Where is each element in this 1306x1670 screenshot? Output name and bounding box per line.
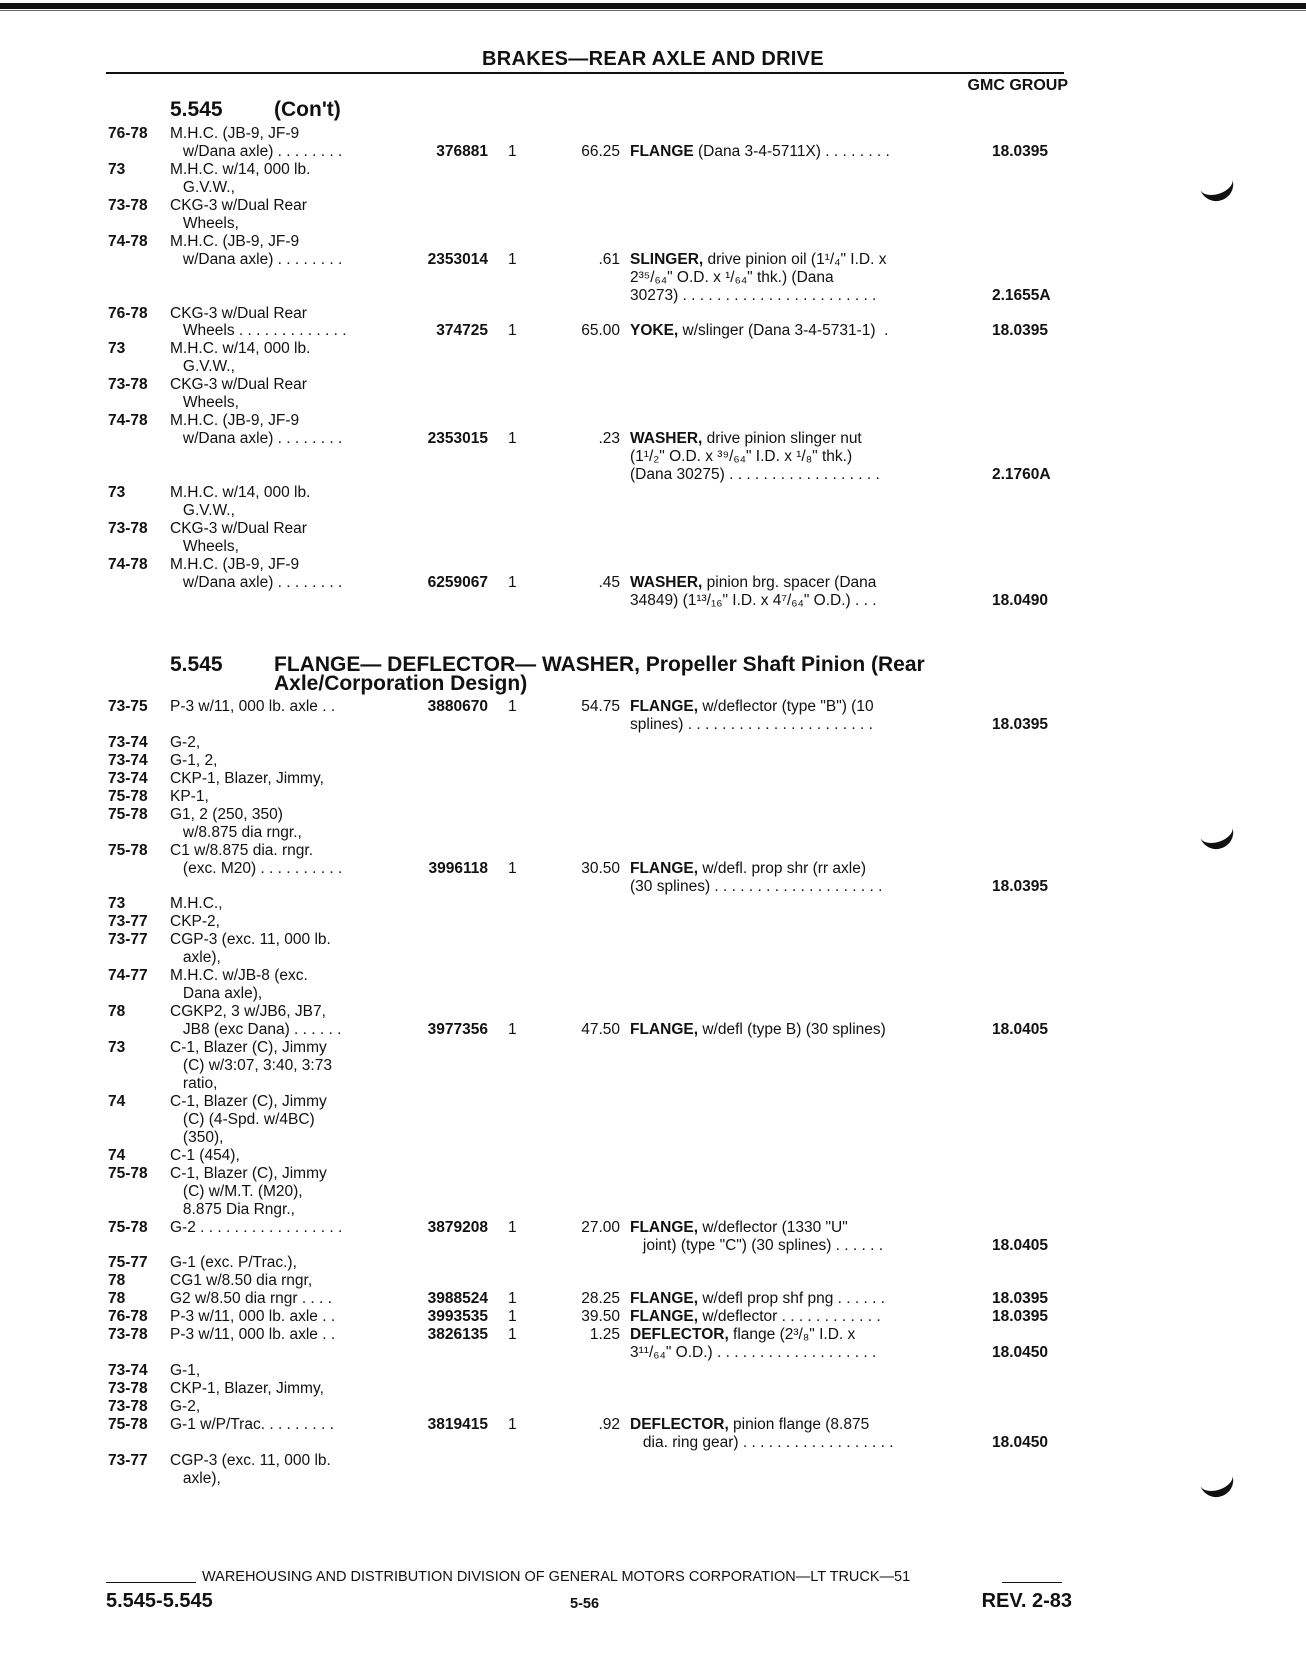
application: M.H.C. (JB-9, JF-9	[170, 125, 300, 142]
quantity: 1	[508, 1290, 517, 1308]
quantity: 1	[508, 322, 517, 340]
table-row	[0, 537, 1306, 556]
table-row	[0, 1451, 1306, 1470]
table-row	[0, 805, 1306, 824]
price: 39.50	[581, 1308, 620, 1326]
top-border-thin	[0, 10, 1306, 11]
title-rule	[106, 72, 1064, 74]
part-detail: (Dana 3-4-5711X) . . . . . . . .	[693, 142, 890, 160]
group-number: 18.0450	[992, 1344, 1049, 1362]
group-number: 18.0395	[992, 877, 1049, 895]
application: G-2,	[170, 1398, 201, 1416]
table-row	[0, 196, 1306, 215]
table-row	[0, 1056, 1306, 1075]
description	[630, 1433, 894, 1452]
table-row	[0, 1146, 1306, 1165]
table-row	[0, 1164, 1306, 1183]
table-row	[0, 555, 1306, 574]
model-years: 75-77	[108, 1254, 148, 1272]
part-detail: w/deflector . . . . . . . . . . . .	[698, 1308, 881, 1326]
application: G-1 (exc. P/Trac.),	[170, 1254, 297, 1272]
group-number: 18.0395	[992, 322, 1049, 340]
table-row	[0, 1218, 1306, 1237]
part-detail: 30273) . . . . . . . . . . . . . . . . . . . . . . .	[630, 286, 877, 304]
model-years: 73-78	[108, 1326, 148, 1344]
application: CG1 w/8.50 dia rngr,	[170, 1272, 313, 1290]
application: CGKP2, 3 w/JB6, JB7,	[170, 1003, 326, 1021]
model-years: 74	[108, 1092, 126, 1110]
group-number: 2.1760A	[992, 466, 1051, 484]
table-row	[0, 787, 1306, 806]
application: G.V.W.,	[170, 501, 235, 519]
table-row	[0, 1289, 1306, 1308]
application: G-1 w/P/Trac. . . . . . . . .	[170, 1416, 334, 1433]
section-title: (Con't)	[274, 98, 341, 121]
application: axle),	[170, 1469, 221, 1487]
price: 1.25	[589, 1326, 620, 1344]
group-number: 18.0395	[992, 1290, 1049, 1308]
table-row	[0, 178, 1306, 197]
table-row	[0, 321, 1306, 340]
description	[630, 429, 862, 448]
table-row	[0, 1236, 1306, 1255]
table-row	[0, 1433, 1306, 1452]
description	[630, 591, 877, 610]
application: C-1 (454),	[170, 1146, 240, 1164]
quantity: 1	[508, 1021, 517, 1039]
table-row	[0, 1182, 1306, 1201]
group-number: 18.0395	[992, 715, 1049, 733]
application: M.H.C.,	[170, 895, 223, 913]
model-years: 73	[108, 484, 126, 501]
model-years: 75-78	[108, 787, 148, 805]
part-number: 3826135	[427, 1326, 488, 1344]
table-row	[0, 1128, 1306, 1147]
table-row	[0, 823, 1306, 842]
table-row	[0, 1092, 1306, 1111]
table-row	[0, 1469, 1306, 1488]
table-row	[0, 733, 1306, 752]
application: CKP-1, Blazer, Jimmy,	[170, 769, 324, 787]
price: 27.00	[581, 1218, 620, 1236]
model-years: 75-78	[108, 1218, 148, 1236]
table-row	[0, 1271, 1306, 1290]
application: G-2 . . . . . . . . . . . . . . . . .	[170, 1218, 343, 1236]
description	[630, 859, 866, 878]
footer-division-text: WAREHOUSING AND DISTRIBUTION DIVISION OF GENERAL MOTORS CORPORATION—LT TRUCK—51	[202, 1569, 911, 1585]
table-row	[0, 1397, 1306, 1416]
quantity: 1	[508, 573, 517, 591]
section-number: 5.545	[170, 653, 223, 676]
model-years: 73-78	[108, 1398, 148, 1416]
section-title-line2: Axle/Corporation Design)	[274, 672, 528, 695]
model-years: 73-77	[108, 931, 148, 949]
part-detail: dia. ring gear) . . . . . . . . . . . . . . . . . .	[630, 1433, 894, 1451]
section-title-line1: FLANGE— DEFLECTOR— WASHER, Propeller Shaft Pinion (Rear	[274, 653, 925, 676]
application: JB8 (exc Dana) . . . . . .	[170, 1021, 342, 1039]
model-years: 74-78	[108, 232, 148, 250]
part-number: 3819415	[427, 1416, 488, 1433]
application: C1 w/8.875 dia. rngr.	[170, 841, 314, 859]
table-row	[0, 160, 1306, 179]
part-detail: w/defl prop shf png . . . . . .	[698, 1290, 885, 1308]
table-row	[0, 769, 1306, 788]
table-row	[0, 519, 1306, 538]
description	[630, 1236, 883, 1255]
part-detail: w/slinger (Dana 3-4-5731-1) .	[678, 322, 889, 340]
application: G-1, 2,	[170, 751, 218, 769]
table-row	[0, 286, 1306, 305]
table-row	[0, 375, 1306, 394]
table-row	[0, 1415, 1306, 1434]
description	[630, 447, 852, 466]
application: (exc. M20) . . . . . . . . . .	[170, 859, 343, 877]
group-label: GMC GROUP	[967, 77, 1068, 94]
table-row	[0, 1343, 1306, 1362]
description	[630, 877, 882, 896]
table-row	[0, 715, 1306, 734]
part-detail: w/defl. prop shr (rr axle)	[698, 859, 866, 877]
application: w/Dana axle) . . . . . . . .	[170, 142, 343, 160]
part-detail: drive pinion oil (1¹/₄" I.D. x	[703, 250, 887, 268]
application: (C) (4-Spd. w/4BC)	[170, 1110, 315, 1128]
application: w/8.875 dia rngr.,	[170, 823, 302, 841]
model-years: 74-78	[108, 412, 148, 430]
model-years: 74	[108, 1146, 126, 1164]
description	[630, 715, 873, 734]
model-years: 74-78	[108, 555, 148, 573]
table-row	[0, 304, 1306, 323]
part-name: FLANGE	[630, 142, 694, 160]
price: .45	[598, 573, 620, 591]
part-number: 3993535	[427, 1308, 488, 1326]
application: M.H.C. w/JB-8 (exc.	[170, 967, 308, 985]
quantity: 1	[508, 1416, 517, 1433]
application: M.H.C. (JB-9, JF-9	[170, 232, 300, 250]
group-number: 18.0395	[992, 1308, 1049, 1326]
part-detail: 2³⁵/₆₄" O.D. x ¹/₆₄" thk.) (Dana	[630, 268, 834, 286]
price: 65.00	[581, 322, 620, 340]
model-years: 75-78	[108, 841, 148, 859]
price: .61	[598, 250, 620, 268]
part-number: 3879208	[427, 1218, 488, 1236]
part-number: 376881	[436, 142, 488, 160]
table-row	[0, 214, 1306, 233]
table-row	[0, 232, 1306, 251]
application: C-1, Blazer (C), Jimmy	[170, 1039, 327, 1057]
model-years: 73-75	[108, 698, 148, 715]
part-number: 3880670	[427, 698, 488, 715]
application: M.H.C. (JB-9, JF-9	[170, 412, 300, 430]
quantity: 1	[508, 1218, 517, 1236]
application: CKG-3 w/Dual Rear	[170, 519, 307, 537]
model-years: 73-78	[108, 1380, 148, 1398]
table-row	[0, 573, 1306, 592]
part-name: DEFLECTOR,	[630, 1416, 729, 1433]
table-row	[0, 465, 1306, 484]
part-detail: (30 splines) . . . . . . . . . . . . . . . . . . . .	[630, 877, 883, 895]
application: CKG-3 w/Dual Rear	[170, 304, 307, 322]
part-detail: 3¹¹/₆₄" O.D.) . . . . . . . . . . . . . . . . . . .	[630, 1344, 877, 1362]
page-title: BRAKES—REAR AXLE AND DRIVE	[482, 48, 824, 70]
price: 54.75	[581, 698, 620, 715]
part-detail: w/deflector (1330 "U"	[698, 1218, 848, 1236]
application: CKG-3 w/Dual Rear	[170, 196, 307, 214]
description	[630, 1343, 876, 1362]
part-number: 3988524	[427, 1290, 488, 1308]
description	[630, 321, 888, 340]
model-years: 73-78	[108, 519, 148, 537]
part-number: 3977356	[427, 1021, 488, 1039]
application: w/Dana axle) . . . . . . . .	[170, 573, 343, 591]
model-years: 73-78	[108, 376, 148, 394]
table-row	[0, 948, 1306, 967]
part-number: 374725	[436, 322, 488, 340]
model-years: 75-78	[108, 1164, 148, 1182]
part-name: WASHER,	[630, 573, 703, 591]
description	[630, 142, 890, 161]
table-row	[0, 124, 1306, 143]
application: M.H.C. w/14, 000 lb.	[170, 340, 311, 358]
part-detail: 34849) (1¹³/₁₆" I.D. x 4⁷/₆₄" O.D.) . . .	[630, 591, 877, 609]
description	[630, 465, 880, 484]
table-row	[0, 930, 1306, 949]
application: Dana axle),	[170, 985, 263, 1003]
part-number: 2353014	[427, 250, 488, 268]
part-number: 3996118	[428, 859, 488, 877]
table-row	[0, 393, 1306, 412]
model-years: 76-78	[108, 304, 148, 322]
part-name: FLANGE,	[630, 1021, 699, 1039]
table-row	[0, 841, 1306, 860]
part-detail: splines) . . . . . . . . . . . . . . . . . . . . . .	[630, 715, 873, 733]
application: axle),	[170, 949, 221, 967]
part-name: FLANGE,	[630, 1308, 699, 1326]
table-row	[0, 1325, 1306, 1344]
table-row	[0, 483, 1306, 502]
application: M.H.C. (JB-9, JF-9	[170, 555, 300, 573]
quantity: 1	[508, 698, 517, 715]
part-name: FLANGE,	[630, 698, 699, 715]
part-number: 2353015	[427, 430, 488, 448]
part-name: WASHER,	[630, 430, 703, 448]
quantity: 1	[508, 1308, 517, 1326]
application: ratio,	[170, 1074, 218, 1092]
table-row	[0, 877, 1306, 896]
table-row	[0, 984, 1306, 1003]
model-years: 75-78	[108, 805, 148, 823]
table-row	[0, 966, 1306, 985]
table-row	[0, 1253, 1306, 1272]
table-row	[0, 268, 1306, 287]
model-years: 76-78	[108, 125, 148, 142]
application: P-3 w/11, 000 lb. axle . .	[170, 1308, 336, 1326]
model-years: 73-74	[108, 751, 148, 769]
part-name: FLANGE,	[630, 859, 699, 877]
quantity: 1	[508, 250, 517, 268]
model-years: 73-74	[108, 1362, 148, 1380]
quantity: 1	[508, 142, 517, 160]
group-number: 18.0450	[992, 1433, 1049, 1451]
table-row	[0, 894, 1306, 913]
part-detail: w/deflector (type "B") (10	[698, 698, 874, 715]
model-years: 75-78	[108, 1416, 148, 1433]
table-row	[0, 859, 1306, 878]
model-years: 73	[108, 340, 126, 358]
description	[630, 573, 876, 592]
price: .23	[598, 430, 620, 448]
table-row	[0, 591, 1306, 610]
section-number: 5.545	[170, 98, 223, 121]
application: P-3 w/11, 000 lb. axle . .	[170, 1326, 336, 1344]
description	[630, 1307, 881, 1326]
group-number: 2.1655A	[992, 286, 1051, 304]
description	[630, 1415, 869, 1434]
footer-rule-right	[1002, 1582, 1062, 1583]
part-detail: drive pinion slinger nut	[702, 430, 862, 448]
table-row	[0, 1074, 1306, 1093]
part-detail: (Dana 30275) . . . . . . . . . . . . . . . . . .	[630, 466, 880, 484]
model-years: 73-77	[108, 913, 148, 931]
application: G-2,	[170, 733, 201, 751]
model-years: 78	[108, 1290, 126, 1308]
application: C-1, Blazer (C), Jimmy	[170, 1164, 327, 1182]
part-detail: (1¹/₂" O.D. x ³⁹/₆₄" I.D. x ¹/₈" thk.)	[630, 448, 853, 466]
description	[630, 286, 876, 305]
table-row	[0, 250, 1306, 269]
model-years: 73-74	[108, 769, 148, 787]
part-detail: pinion flange (8.875	[728, 1416, 870, 1433]
section-heading-cont	[170, 98, 341, 122]
part-detail: joint) (type "C") (30 splines) . . . . . .	[630, 1236, 884, 1254]
application: w/Dana axle) . . . . . . . .	[170, 250, 343, 268]
application: CKG-3 w/Dual Rear	[170, 376, 307, 394]
table-row	[0, 697, 1306, 716]
description	[630, 1289, 885, 1308]
model-years: 73-77	[108, 1451, 148, 1469]
application: C-1, Blazer (C), Jimmy	[170, 1092, 327, 1110]
application: G-1,	[170, 1362, 201, 1380]
table-row	[0, 1002, 1306, 1021]
description	[630, 250, 886, 269]
application: w/Dana axle) . . . . . . . .	[170, 430, 343, 448]
table-row	[0, 411, 1306, 430]
model-years: 73-78	[108, 196, 148, 214]
application: M.H.C. w/14, 000 lb.	[170, 484, 311, 501]
table-row	[0, 912, 1306, 931]
application: 8.875 Dia Rngr.,	[170, 1200, 295, 1218]
part-name: FLANGE,	[630, 1218, 699, 1236]
application: CGP-3 (exc. 11, 000 lb.	[170, 1451, 331, 1469]
price: .92	[598, 1416, 620, 1433]
part-number: 6259067	[427, 573, 488, 591]
description	[630, 697, 874, 716]
model-years: 73	[108, 895, 126, 913]
part-name: DEFLECTOR,	[630, 1326, 729, 1344]
model-years: 73	[108, 1039, 126, 1057]
group-number: 18.0405	[992, 1021, 1049, 1039]
price: 28.25	[581, 1290, 620, 1308]
description	[630, 268, 834, 287]
table-row	[0, 1379, 1306, 1398]
footer-rule-left	[106, 1582, 196, 1583]
application: Wheels . . . . . . . . . . . . .	[170, 322, 347, 340]
table-row	[0, 751, 1306, 770]
application: CKP-1, Blazer, Jimmy,	[170, 1380, 324, 1398]
model-years: 78	[108, 1272, 126, 1290]
part-detail: flange (2³/₈" I.D. x	[728, 1326, 856, 1344]
table-row	[0, 1361, 1306, 1380]
group-number: 18.0490	[992, 591, 1049, 609]
model-years: 73-74	[108, 733, 148, 751]
footer-revision: REV. 2-83	[981, 1590, 1072, 1612]
table-row	[0, 1200, 1306, 1219]
quantity: 1	[508, 1326, 517, 1344]
footer-page-number: 5-56	[570, 1596, 600, 1612]
application: CGP-3 (exc. 11, 000 lb.	[170, 931, 331, 949]
group-number: 18.0395	[992, 142, 1049, 160]
application: G.V.W.,	[170, 358, 235, 376]
table-row	[0, 501, 1306, 520]
quantity: 1	[508, 430, 517, 448]
table-row	[0, 429, 1306, 448]
application: G1, 2 (250, 350)	[170, 805, 283, 823]
application: G2 w/8.50 dia rngr . . . .	[170, 1290, 332, 1308]
part-name: FLANGE,	[630, 1290, 699, 1308]
price: 66.25	[581, 142, 620, 160]
table-row	[0, 1307, 1306, 1326]
description	[630, 1325, 855, 1344]
description	[630, 1218, 848, 1237]
model-years: 78	[108, 1003, 126, 1021]
price: 30.50	[581, 859, 620, 877]
part-detail: pinion brg. spacer (Dana	[702, 573, 877, 591]
part-detail: w/defl (type B) (30 splines)	[698, 1021, 886, 1039]
footer-section-range: 5.545-5.545	[106, 1590, 213, 1612]
part-name: SLINGER,	[630, 250, 704, 268]
table-row	[0, 142, 1306, 161]
table-row	[0, 357, 1306, 376]
table-row	[0, 1038, 1306, 1057]
part-name: YOKE,	[630, 322, 679, 340]
application: Wheels,	[170, 537, 239, 555]
table-row	[0, 447, 1306, 466]
application: (C) w/3:07, 3:40, 3:73	[170, 1057, 332, 1074]
top-border	[0, 3, 1306, 9]
quantity: 1	[508, 859, 517, 877]
application: (C) w/M.T. (M20),	[170, 1182, 303, 1200]
model-years: 73	[108, 160, 126, 178]
price: 47.50	[581, 1021, 620, 1039]
table-row	[0, 339, 1306, 358]
application: CKP-2,	[170, 913, 220, 931]
description	[630, 1020, 886, 1039]
table-row	[0, 1110, 1306, 1129]
application: KP-1,	[170, 787, 209, 805]
application: Wheels,	[170, 214, 239, 232]
application: P-3 w/11, 000 lb. axle . .	[170, 698, 336, 715]
application: (350),	[170, 1128, 224, 1146]
model-years: 76-78	[108, 1308, 148, 1326]
group-number: 18.0405	[992, 1236, 1049, 1254]
application: G.V.W.,	[170, 178, 235, 196]
application: Wheels,	[170, 394, 239, 412]
application: M.H.C. w/14, 000 lb.	[170, 160, 311, 178]
model-years: 74-77	[108, 967, 148, 985]
table-row	[0, 1020, 1306, 1039]
